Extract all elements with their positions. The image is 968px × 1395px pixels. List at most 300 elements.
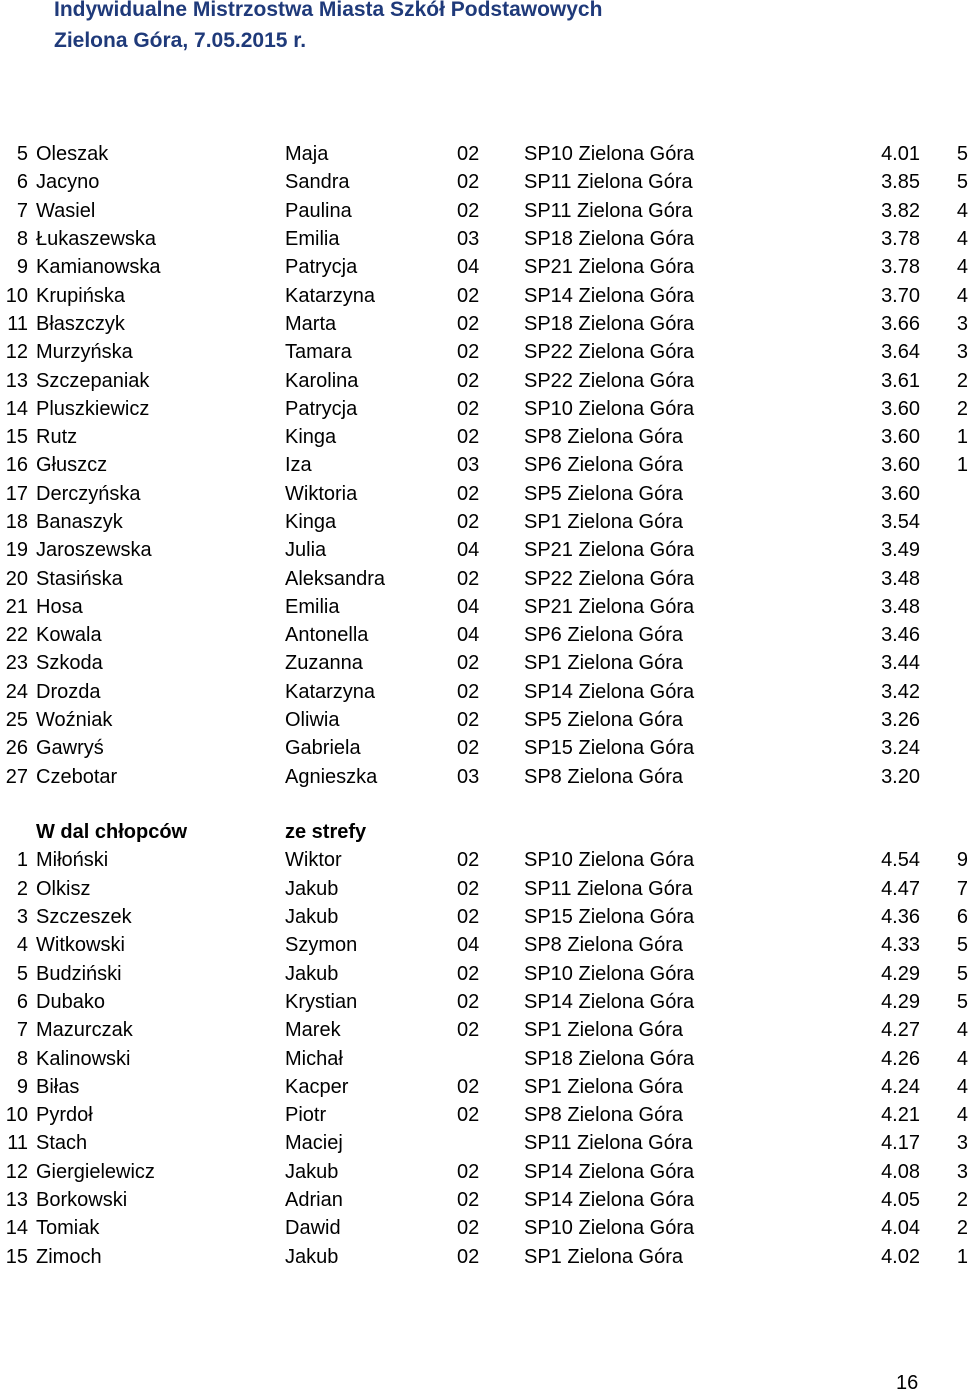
table-row bbox=[0, 366, 968, 394]
last-name-cell: Stasińska bbox=[36, 567, 123, 590]
school-cell: SP10 Zielona Góra bbox=[524, 143, 695, 166]
school-cell: SP10 Zielona Góra bbox=[524, 849, 695, 872]
class-cell: 02 bbox=[457, 1160, 480, 1183]
rank-cell: 7 bbox=[16, 199, 28, 222]
result-cell: 3.54 bbox=[881, 511, 920, 533]
school-cell: SP8 Zielona Góra bbox=[524, 1104, 683, 1127]
first-name-cell: Zuzanna bbox=[285, 652, 363, 675]
class-cell bbox=[457, 1129, 524, 1157]
first-name-cell: Jakub bbox=[285, 906, 339, 929]
rank-cell: 2 bbox=[16, 877, 28, 900]
last-name-cell: Pluszkiewicz bbox=[36, 397, 150, 420]
last-name-cell: Miłoński bbox=[36, 849, 109, 872]
first-name-cell: Kacper bbox=[285, 1075, 349, 1098]
rank-cell: 6 bbox=[16, 990, 28, 1013]
table-row bbox=[0, 1158, 968, 1186]
school-cell: SP21 Zielona Góra bbox=[524, 595, 695, 618]
class-cell bbox=[457, 1044, 524, 1072]
school-cell: SP15 Zielona Góra bbox=[524, 737, 695, 760]
document-subtitle: Zielona Góra, 7.05.2015 r. bbox=[54, 29, 307, 52]
school-cell: SP1 Zielona Góra bbox=[524, 1019, 683, 1042]
points-cell: 2 bbox=[956, 1217, 968, 1240]
last-name-cell: Derczyńska bbox=[36, 482, 141, 505]
rank-cell: 25 bbox=[5, 709, 28, 732]
rank-cell: 10 bbox=[5, 1104, 28, 1127]
last-name-cell: Błaszczyk bbox=[36, 312, 125, 335]
boys-results-table bbox=[0, 818, 968, 1271]
last-name-cell: Banaszyk bbox=[36, 511, 123, 533]
result-cell: 3.78 bbox=[881, 228, 920, 251]
school-cell: SP15 Zielona Góra bbox=[524, 906, 695, 929]
result-cell: 4.27 bbox=[881, 1019, 920, 1042]
points-cell: 4 bbox=[956, 1047, 968, 1070]
class-cell: 03 bbox=[457, 765, 480, 788]
last-name-cell: Szkoda bbox=[36, 652, 103, 675]
rank-cell: 27 bbox=[5, 765, 28, 788]
rank-cell: 13 bbox=[5, 369, 28, 392]
table-row bbox=[0, 423, 968, 451]
rank-cell: 8 bbox=[16, 1047, 28, 1070]
school-cell: SP21 Zielona Góra bbox=[524, 539, 695, 562]
result-cell: 3.60 bbox=[881, 426, 920, 449]
rank-cell: 3 bbox=[16, 906, 28, 929]
last-name-cell: Jacyno bbox=[36, 171, 100, 194]
points-cell: 2 bbox=[956, 369, 968, 392]
table-row bbox=[0, 1242, 968, 1270]
rank-cell: 11 bbox=[7, 312, 28, 335]
points-cell bbox=[920, 734, 968, 762]
last-name-cell: Olkisz bbox=[36, 877, 91, 900]
table-row bbox=[0, 959, 968, 987]
last-name-cell: Głuszcz bbox=[36, 454, 108, 477]
last-name-cell: Pyrdoł bbox=[36, 1104, 93, 1127]
school-cell: SP1 Zielona Góra bbox=[524, 1075, 683, 1098]
class-cell: 04 bbox=[457, 256, 480, 279]
school-cell: SP14 Zielona Góra bbox=[524, 990, 695, 1013]
result-cell: 3.42 bbox=[881, 680, 920, 703]
last-name-cell: Giergielewicz bbox=[36, 1160, 155, 1183]
first-name-cell: Paulina bbox=[285, 199, 352, 222]
points-cell: 9 bbox=[956, 849, 968, 872]
points-cell: 5 bbox=[956, 171, 968, 194]
result-cell: 3.61 bbox=[881, 369, 920, 392]
points-cell: 3 bbox=[956, 1132, 968, 1155]
rank-cell: 9 bbox=[16, 1075, 28, 1098]
first-name-cell: Jakub bbox=[285, 877, 339, 900]
points-cell bbox=[920, 480, 968, 508]
rank-cell: 15 bbox=[5, 426, 28, 449]
table-row bbox=[0, 1016, 968, 1044]
class-cell: 02 bbox=[457, 312, 480, 335]
first-name-cell: Jakub bbox=[285, 1245, 339, 1268]
points-cell: 3 bbox=[956, 1160, 968, 1183]
class-cell: 02 bbox=[457, 990, 480, 1013]
school-cell: SP22 Zielona Góra bbox=[524, 369, 695, 392]
points-cell: 5 bbox=[956, 990, 968, 1013]
last-name-cell: Woźniak bbox=[36, 709, 113, 732]
school-cell: SP18 Zielona Góra bbox=[524, 312, 695, 335]
school-cell: SP1 Zielona Góra bbox=[524, 652, 683, 675]
points-cell bbox=[920, 536, 968, 564]
class-cell: 02 bbox=[457, 341, 480, 364]
points-cell bbox=[920, 621, 968, 649]
class-cell: 02 bbox=[457, 143, 480, 166]
result-cell: 3.82 bbox=[881, 199, 920, 222]
table-row bbox=[0, 988, 968, 1016]
first-name-cell: Wiktoria bbox=[285, 482, 358, 505]
table-row bbox=[0, 225, 968, 253]
table-row bbox=[0, 1101, 968, 1129]
points-cell: 4 bbox=[956, 284, 968, 307]
class-cell: 02 bbox=[457, 1189, 480, 1211]
points-cell: 4 bbox=[956, 199, 968, 222]
school-cell: SP18 Zielona Góra bbox=[524, 228, 695, 251]
rank-cell: 7 bbox=[16, 1019, 28, 1042]
points-cell bbox=[920, 593, 968, 621]
points-cell: 1 bbox=[956, 454, 968, 477]
rank-cell: 19 bbox=[5, 539, 28, 562]
rank-cell: 11 bbox=[7, 1132, 28, 1155]
rank-cell: 22 bbox=[5, 624, 28, 647]
last-name-cell: Murzyńska bbox=[36, 341, 133, 364]
class-cell: 03 bbox=[457, 454, 480, 477]
class-cell: 02 bbox=[457, 737, 480, 760]
first-name-cell: Katarzyna bbox=[285, 680, 376, 703]
points-cell: 6 bbox=[956, 906, 968, 929]
result-cell: 4.36 bbox=[881, 906, 920, 929]
last-name-cell: Gawryś bbox=[36, 737, 104, 760]
class-cell: 02 bbox=[457, 284, 480, 307]
table-row bbox=[0, 846, 968, 874]
points-cell: 5 bbox=[956, 143, 968, 166]
first-name-cell: Emilia bbox=[285, 595, 340, 618]
points-cell bbox=[920, 564, 968, 592]
rank-cell: 10 bbox=[5, 284, 28, 307]
first-name-cell: Gabriela bbox=[285, 737, 361, 760]
result-cell: 3.26 bbox=[881, 709, 920, 732]
table-row bbox=[0, 649, 968, 677]
last-name-cell: Mazurczak bbox=[36, 1019, 133, 1042]
table-row bbox=[0, 310, 968, 338]
class-cell: 02 bbox=[457, 369, 480, 392]
table-row bbox=[0, 508, 968, 536]
result-cell: 3.44 bbox=[881, 652, 920, 675]
last-name-cell: Biłas bbox=[36, 1075, 80, 1098]
school-cell: SP11 Zielona Góra bbox=[524, 171, 693, 194]
school-cell: SP10 Zielona Góra bbox=[524, 397, 695, 420]
school-cell: SP11 Zielona Góra bbox=[524, 1132, 693, 1155]
points-cell: 4 bbox=[956, 256, 968, 279]
school-cell: SP11 Zielona Góra bbox=[524, 199, 693, 222]
rank-cell: 21 bbox=[5, 595, 28, 618]
first-name-cell: Antonella bbox=[285, 624, 369, 647]
table-row bbox=[0, 903, 968, 931]
rank-cell: 12 bbox=[5, 341, 28, 364]
result-cell: 3.24 bbox=[881, 737, 920, 760]
table-row bbox=[0, 480, 968, 508]
table-row bbox=[0, 1186, 968, 1214]
class-cell: 02 bbox=[457, 171, 480, 194]
school-cell: SP14 Zielona Góra bbox=[524, 1189, 695, 1211]
class-cell: 04 bbox=[457, 595, 480, 618]
table-row bbox=[0, 168, 968, 196]
last-name-cell: Szczepaniak bbox=[36, 369, 150, 392]
result-cell: 3.48 bbox=[881, 567, 920, 590]
class-cell: 02 bbox=[457, 1245, 480, 1268]
rank-cell: 14 bbox=[5, 397, 28, 420]
last-name-cell: Kowala bbox=[36, 624, 102, 647]
school-cell: SP10 Zielona Góra bbox=[524, 962, 695, 985]
table-row bbox=[0, 1073, 968, 1101]
points-cell: 3 bbox=[956, 341, 968, 364]
class-cell: 02 bbox=[457, 1217, 480, 1240]
rank-cell: 18 bbox=[5, 511, 28, 533]
table-row bbox=[0, 395, 968, 423]
table-row bbox=[0, 593, 968, 621]
rank-cell: 16 bbox=[5, 454, 28, 477]
school-cell: SP6 Zielona Góra bbox=[524, 454, 683, 477]
girls-results-table bbox=[0, 140, 968, 791]
rank-cell: 12 bbox=[5, 1160, 28, 1183]
school-cell: SP8 Zielona Góra bbox=[524, 426, 683, 449]
points-cell: 4 bbox=[956, 228, 968, 251]
school-cell: SP18 Zielona Góra bbox=[524, 1047, 695, 1070]
first-name-cell: Piotr bbox=[285, 1104, 327, 1127]
first-name-cell: Sandra bbox=[285, 171, 350, 194]
last-name-cell: Drozda bbox=[36, 680, 101, 703]
school-cell: SP6 Zielona Góra bbox=[524, 624, 683, 647]
result-cell: 4.29 bbox=[881, 962, 920, 985]
first-name-cell: Kinga bbox=[285, 426, 337, 449]
result-cell: 4.01 bbox=[881, 143, 920, 166]
points-cell: 5 bbox=[956, 934, 968, 957]
first-name-cell: Oliwia bbox=[285, 709, 340, 732]
school-cell: SP11 Zielona Góra bbox=[524, 877, 693, 900]
class-cell: 02 bbox=[457, 962, 480, 985]
first-name-cell: Michał bbox=[285, 1047, 343, 1070]
last-name-cell: Łukaszewska bbox=[36, 228, 157, 251]
first-name-cell: Szymon bbox=[285, 934, 358, 957]
class-cell: 02 bbox=[457, 1019, 480, 1042]
last-name-cell: Kalinowski bbox=[36, 1047, 131, 1070]
rank-cell: 5 bbox=[16, 143, 28, 166]
class-cell: 02 bbox=[457, 1075, 480, 1098]
rank-cell: 6 bbox=[16, 171, 28, 194]
rank-cell: 14 bbox=[5, 1217, 28, 1240]
first-name-cell: Karolina bbox=[285, 369, 359, 392]
result-cell: 4.33 bbox=[881, 934, 920, 957]
table-row bbox=[0, 763, 968, 791]
table-row bbox=[0, 706, 968, 734]
first-name-cell: Maciej bbox=[285, 1132, 343, 1155]
school-cell: SP14 Zielona Góra bbox=[524, 284, 695, 307]
table-row bbox=[0, 451, 968, 479]
result-cell: 3.70 bbox=[881, 284, 920, 307]
result-cell: 3.60 bbox=[881, 482, 920, 505]
last-name-cell: Tomiak bbox=[36, 1217, 100, 1240]
section-title: W dal chłopców bbox=[36, 821, 188, 844]
table-row bbox=[0, 734, 968, 762]
class-cell: 02 bbox=[457, 709, 480, 732]
first-name-cell: Dawid bbox=[285, 1217, 341, 1240]
table-row bbox=[0, 678, 968, 706]
rank-cell: 8 bbox=[16, 228, 28, 251]
result-cell: 4.17 bbox=[881, 1132, 920, 1155]
points-cell bbox=[920, 763, 968, 791]
class-cell: 04 bbox=[457, 539, 480, 562]
points-cell: 1 bbox=[956, 1245, 968, 1268]
first-name-cell: Agnieszka bbox=[285, 765, 378, 788]
result-cell: 4.04 bbox=[881, 1217, 920, 1240]
class-cell: 02 bbox=[457, 906, 480, 929]
section-header-row bbox=[0, 818, 968, 846]
last-name-cell: Zimoch bbox=[36, 1245, 102, 1268]
rank-cell: 20 bbox=[5, 567, 28, 590]
result-cell: 3.48 bbox=[881, 595, 920, 618]
class-cell: 02 bbox=[457, 511, 480, 533]
school-cell: SP8 Zielona Góra bbox=[524, 765, 683, 788]
first-name-cell: Krystian bbox=[285, 990, 358, 1013]
class-cell: 02 bbox=[457, 426, 480, 449]
points-cell: 2 bbox=[956, 397, 968, 420]
last-name-cell: Borkowski bbox=[36, 1189, 128, 1211]
result-cell: 3.85 bbox=[881, 171, 920, 194]
page-number: 16 bbox=[896, 1372, 919, 1394]
class-cell: 02 bbox=[457, 1104, 480, 1127]
class-cell: 02 bbox=[457, 680, 480, 703]
first-name-cell: Wiktor bbox=[285, 849, 342, 872]
last-name-cell: Wasiel bbox=[36, 199, 96, 222]
result-cell: 4.21 bbox=[881, 1104, 920, 1127]
table-row bbox=[0, 140, 968, 168]
first-name-cell: Julia bbox=[285, 539, 327, 562]
class-cell: 02 bbox=[457, 877, 480, 900]
table-row bbox=[0, 931, 968, 959]
last-name-cell: Kamianowska bbox=[36, 256, 161, 279]
rank-cell: 23 bbox=[5, 652, 28, 675]
result-cell: 3.78 bbox=[881, 256, 920, 279]
points-cell: 7 bbox=[956, 877, 968, 900]
result-cell: 4.54 bbox=[881, 849, 920, 872]
class-cell: 02 bbox=[457, 199, 480, 222]
points-cell: 1 bbox=[956, 426, 968, 449]
document-title: Indywidualne Mistrzostwa Miasta Szkół Podstawowych bbox=[54, 0, 603, 21]
table-row bbox=[0, 197, 968, 225]
first-name-cell: Marek bbox=[285, 1019, 341, 1042]
table-row bbox=[0, 875, 968, 903]
class-cell: 02 bbox=[457, 567, 480, 590]
last-name-cell: Budziński bbox=[36, 962, 122, 985]
first-name-cell: Emilia bbox=[285, 228, 340, 251]
rank-cell: 24 bbox=[5, 680, 28, 703]
rank-cell: 13 bbox=[5, 1189, 28, 1211]
result-cell: 4.24 bbox=[881, 1075, 920, 1098]
first-name-cell: Tamara bbox=[285, 341, 352, 364]
first-name-cell: Maja bbox=[285, 143, 329, 166]
result-cell: 3.60 bbox=[881, 397, 920, 420]
points-cell bbox=[920, 706, 968, 734]
result-cell: 4.29 bbox=[881, 990, 920, 1013]
table-row bbox=[0, 253, 968, 281]
first-name-cell: Kinga bbox=[285, 511, 337, 533]
rank-cell: 26 bbox=[5, 737, 28, 760]
class-cell: 04 bbox=[457, 624, 480, 647]
last-name-cell: Szczeszek bbox=[36, 906, 132, 929]
first-name-cell: Jakub bbox=[285, 962, 339, 985]
school-cell: SP1 Zielona Góra bbox=[524, 511, 683, 533]
class-cell: 04 bbox=[457, 934, 480, 957]
class-cell: 03 bbox=[457, 228, 480, 251]
class-cell: 02 bbox=[457, 652, 480, 675]
table-row bbox=[0, 1044, 968, 1072]
class-cell: 02 bbox=[457, 397, 480, 420]
first-name-cell: Adrian bbox=[285, 1189, 343, 1211]
school-cell: SP22 Zielona Góra bbox=[524, 341, 695, 364]
table-row bbox=[0, 536, 968, 564]
rank-cell: 17 bbox=[5, 482, 28, 505]
result-cell: 4.02 bbox=[881, 1245, 920, 1268]
last-name-cell: Oleszak bbox=[36, 143, 109, 166]
school-cell: SP5 Zielona Góra bbox=[524, 709, 683, 732]
school-cell: SP10 Zielona Góra bbox=[524, 1217, 695, 1240]
table-row bbox=[0, 1129, 968, 1157]
points-cell bbox=[920, 678, 968, 706]
result-cell: 3.64 bbox=[881, 341, 920, 364]
last-name-cell: Jaroszewska bbox=[36, 539, 152, 562]
table-row bbox=[0, 564, 968, 592]
rank-cell: 15 bbox=[5, 1245, 28, 1268]
last-name-cell: Hosa bbox=[36, 595, 83, 618]
result-cell: 3.49 bbox=[881, 539, 920, 562]
result-cell: 3.66 bbox=[881, 312, 920, 335]
first-name-cell: Patrycja bbox=[285, 397, 358, 420]
school-cell: SP22 Zielona Góra bbox=[524, 567, 695, 590]
school-cell: SP8 Zielona Góra bbox=[524, 934, 683, 957]
result-cell: 4.08 bbox=[881, 1160, 920, 1183]
result-cell: 3.60 bbox=[881, 454, 920, 477]
points-cell: 4 bbox=[956, 1104, 968, 1127]
rank-cell: 1 bbox=[16, 849, 28, 872]
points-cell: 4 bbox=[956, 1075, 968, 1098]
school-cell: SP1 Zielona Góra bbox=[524, 1245, 683, 1268]
table-row bbox=[0, 281, 968, 309]
rank-cell: 9 bbox=[16, 256, 28, 279]
first-name-cell: Iza bbox=[285, 454, 312, 477]
last-name-cell: Witkowski bbox=[36, 934, 125, 957]
first-name-cell: Jakub bbox=[285, 1160, 339, 1183]
first-name-cell: Patrycja bbox=[285, 256, 358, 279]
result-cell: 3.20 bbox=[881, 765, 920, 788]
school-cell: SP14 Zielona Góra bbox=[524, 680, 695, 703]
school-cell: SP21 Zielona Góra bbox=[524, 256, 695, 279]
last-name-cell: Dubako bbox=[36, 990, 105, 1013]
first-name-cell: Katarzyna bbox=[285, 284, 376, 307]
points-cell: 5 bbox=[956, 962, 968, 985]
result-cell: 3.46 bbox=[881, 624, 920, 647]
table-row bbox=[0, 621, 968, 649]
first-name-cell: Marta bbox=[285, 312, 337, 335]
rank-cell: 4 bbox=[16, 934, 28, 957]
last-name-cell: Czebotar bbox=[36, 765, 118, 788]
result-cell: 4.47 bbox=[881, 877, 920, 900]
table-row bbox=[0, 1214, 968, 1242]
first-name-cell: Aleksandra bbox=[285, 567, 386, 590]
points-cell bbox=[920, 649, 968, 677]
points-cell: 3 bbox=[956, 312, 968, 335]
section-subtitle: ze strefy bbox=[285, 821, 367, 844]
last-name-cell: Krupińska bbox=[36, 284, 125, 307]
class-cell: 02 bbox=[457, 849, 480, 872]
